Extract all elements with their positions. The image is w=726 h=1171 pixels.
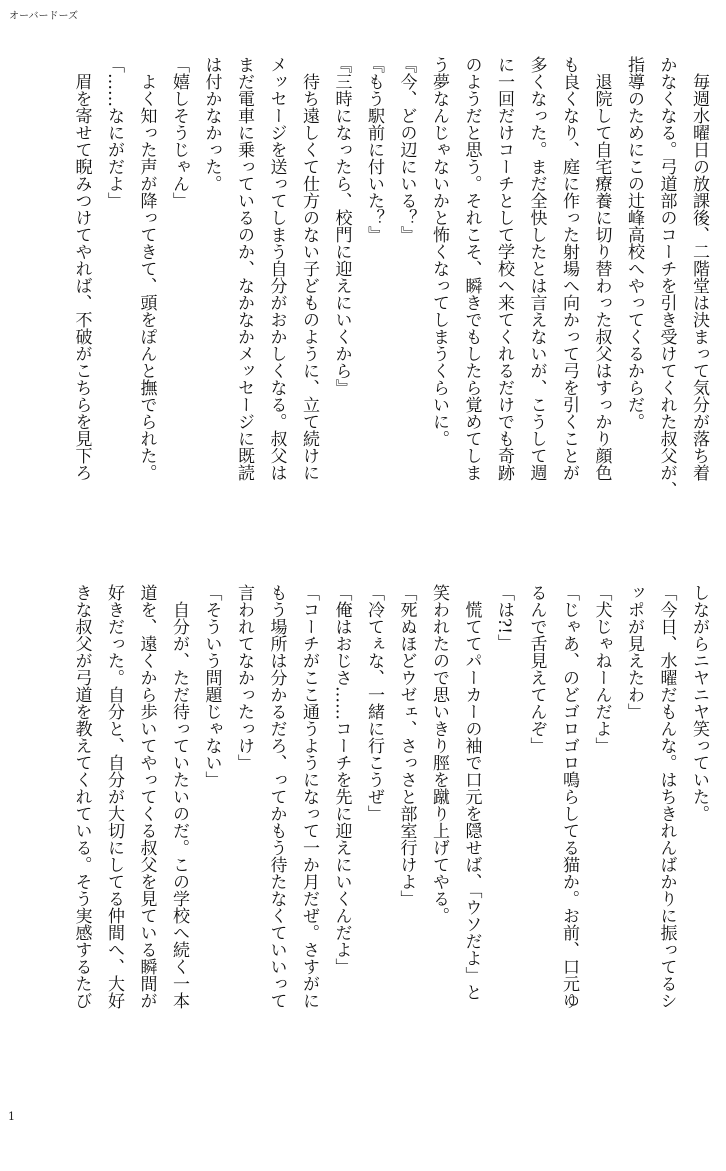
text-line: きな叔父が弓道を教えてくれている。そう実感するたび	[71, 584, 92, 1009]
text-line: 多くなった。まだ全快したとは言えないが、こうして週	[526, 56, 547, 481]
text-block-bottom	[22, 584, 715, 1074]
text-line: 「じゃあ、のどゴロゴロ鳴らしてる猫か。お前、口元ゆ	[559, 584, 579, 1009]
text-line: かなくなる。弓道部のコーチを引き受けてくれた叔父が、	[656, 56, 677, 498]
text-line: 『三時になったら、校門に迎えにいくから』	[331, 56, 352, 396]
text-line: まだ電車に乗っているのか、なかなかメッセージに既読	[234, 56, 254, 481]
text-line: 「死ぬほどウゼェ、さっさと部室行けよ」	[396, 584, 417, 907]
text-line: 指導のためにこの辻峰高校へやってくるからだ。	[624, 56, 644, 430]
text-line: 自分が、ただ待っていたいのだ。この学校へ続く一本	[169, 584, 189, 1009]
text-line: 毎週水曜日の放課後、二階堂は決まって気分が落ち着	[689, 56, 709, 481]
text-line: 道を、遠くから歩いてやってくる叔父を見ている瞬間が	[136, 584, 157, 1009]
text-line: 待ち遠しくて仕方のない子どものように、立て続けに	[299, 56, 319, 481]
text-line: 「嬉しそうじゃん」	[169, 56, 189, 209]
text-line: ッポが見えたわ」	[624, 584, 644, 720]
text-line: 眉を寄せて睨みつけてやれば、不破がこちらを見下ろ	[71, 56, 92, 481]
text-line: 『もう駅前に付いた？』	[364, 56, 384, 243]
text-line: 好きだった。自分と、自分が大切にしてる仲間へ、大好	[104, 584, 124, 1009]
text-line: るんで舌見えてんぞ」	[526, 584, 547, 754]
running-header: オーバードーズ	[9, 11, 78, 22]
text-line: は付かなかった。	[201, 56, 222, 192]
text-line: 笑われたので思いきり脛を蹴り上げてやる。	[429, 584, 449, 924]
text-line: 「今日、水曜だもんな。はちきれんばかりに振ってるシ	[656, 584, 677, 1009]
text-line: 『今、どの辺にいる？』	[396, 56, 417, 243]
text-line: も良くなり、庭に作った射場へ向かって弓を引くことが	[559, 56, 579, 481]
text-line: 慌ててパーカーの袖で口元を隠せば、「ウソだよ」と	[461, 584, 482, 1001]
text-line: 退院して自宅療養に切り替わった叔父はすっかり顔色	[591, 56, 612, 481]
text-line: のようだと思う。それこそ、瞬きでもしたら覚めてしま	[461, 56, 482, 481]
text-line: 「そういう問題じゃない」	[201, 584, 222, 788]
text-line: もう場所は分かるだろ、ってかもう待たなくていいって	[266, 584, 287, 1009]
text-line: 「は?!」	[494, 584, 514, 651]
text-line: 言われてなかったっけ」	[234, 584, 254, 771]
text-block-top	[22, 56, 715, 546]
text-line: 「冷てぇな、一緒に行こうぜ」	[364, 584, 384, 822]
text-line: う夢なんじゃないかと怖くなってしまうくらいに。	[429, 56, 449, 447]
text-line: 「犬じゃねーんだよ」	[591, 584, 612, 754]
text-line: 「コーチがここ通うようになって一か月だぜ。さすがに	[299, 584, 319, 1009]
page-number: 1	[8, 1110, 15, 1123]
text-line: メッセージを送ってしまう自分がおかしくなる。叔父は	[266, 56, 287, 481]
text-line: 「……なにがだよ」	[104, 56, 124, 209]
text-line: に一回だけコーチとして学校へ来てくれるだけでも奇跡	[494, 56, 514, 481]
text-line: 「俺はおじさ……コーチを先に迎えにいくんだよ」	[331, 584, 352, 975]
text-line: よく知った声が降ってきて、頭をぽんと撫でられた。	[136, 56, 157, 481]
text-line: しながらニヤニヤ笑っていた。	[689, 584, 709, 822]
